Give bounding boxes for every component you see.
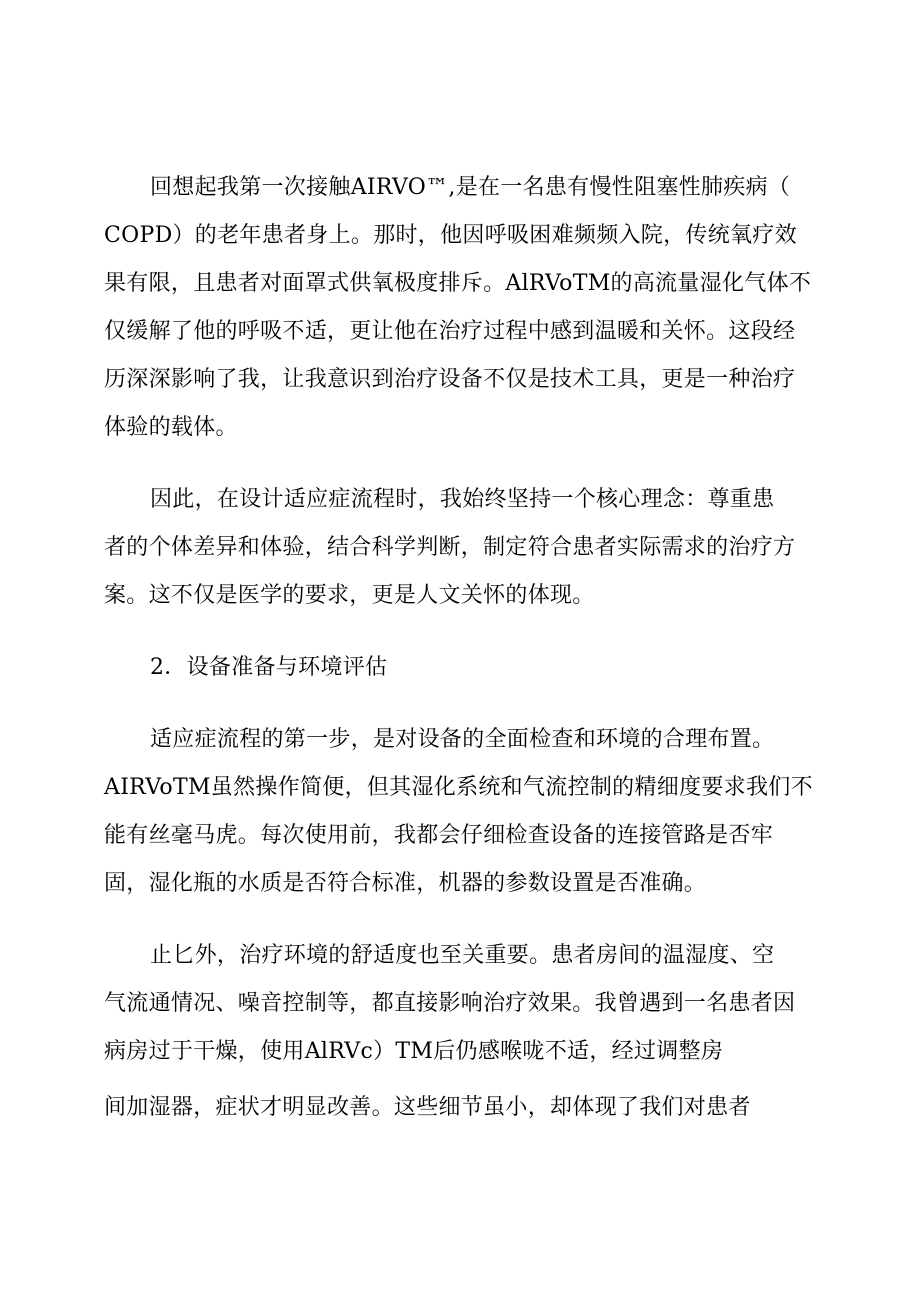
section-heading: 2．设备准备与环境评估 xyxy=(150,655,388,680)
paragraph-2-line-2: 者的个体差异和体验，结合科学判断，制定符合患者实际需求的治疗方 xyxy=(104,535,796,560)
paragraph-1-line-4: 仅缓解了他的呼吸不适，更让他在治疗过程中感到温暖和关怀。这段经 xyxy=(104,319,796,344)
paragraph-1-line-3: 果有限，且患者对面罩式供氧极度排斥。AlRVoTM的高流量湿化气体不 xyxy=(104,271,812,296)
paragraph-4-line-1: 止匕外，治疗环境的舒适度也至关重要。患者房间的温湿度、空 xyxy=(150,943,775,968)
paragraph-1-line-2: COPD）的老年患者身上。那时，他因呼吸困难频频入院，传统氧疗效 xyxy=(104,223,797,248)
paragraph-4-line-4: 间加湿器，症状才明显改善。这些细节虽小，却体现了我们对患者 xyxy=(104,1095,751,1120)
paragraph-4-line-2: 气流通情况、噪音控制等，都直接影响治疗效果。我曾遇到一名患者因 xyxy=(104,991,796,1016)
paragraph-3-line-4: 固，湿化瓶的水质是否符合标准，机器的参数设置是否准确。 xyxy=(104,871,707,896)
paragraph-1-line-6: 体验的载体。 xyxy=(104,415,238,440)
paragraph-2-line-3: 案。这不仅是医学的要求，更是人文关怀的体现。 xyxy=(104,583,595,608)
paragraph-3-line-1: 适应症流程的第一步，是对设备的全面检查和环境的合理布置。 xyxy=(150,727,775,752)
paragraph-2-line-1: 因此，在设计适应症流程时，我始终坚持一个核心理念：尊重患 xyxy=(150,487,775,512)
paragraph-1-line-1: 回想起我第一次接触AIRVO™,是在一名患有慢性阻塞性肺疾病（ xyxy=(150,175,791,200)
paragraph-3-line-3: 能有丝毫马虎。每次使用前，我都会仔细检查设备的连接管路是否牢 xyxy=(104,823,774,848)
paragraph-1-line-5: 历深深影响了我，让我意识到治疗设备不仅是技术工具，更是一种治疗 xyxy=(104,367,796,392)
paragraph-3-line-2: AIRVoTM虽然操作简便，但其湿化系统和气流控制的精细度要求我们不 xyxy=(104,775,813,800)
paragraph-4-line-3: 病房过于干燥，使用AlRVc）TM后仍感喉咙不适，经过调整房 xyxy=(104,1039,724,1064)
